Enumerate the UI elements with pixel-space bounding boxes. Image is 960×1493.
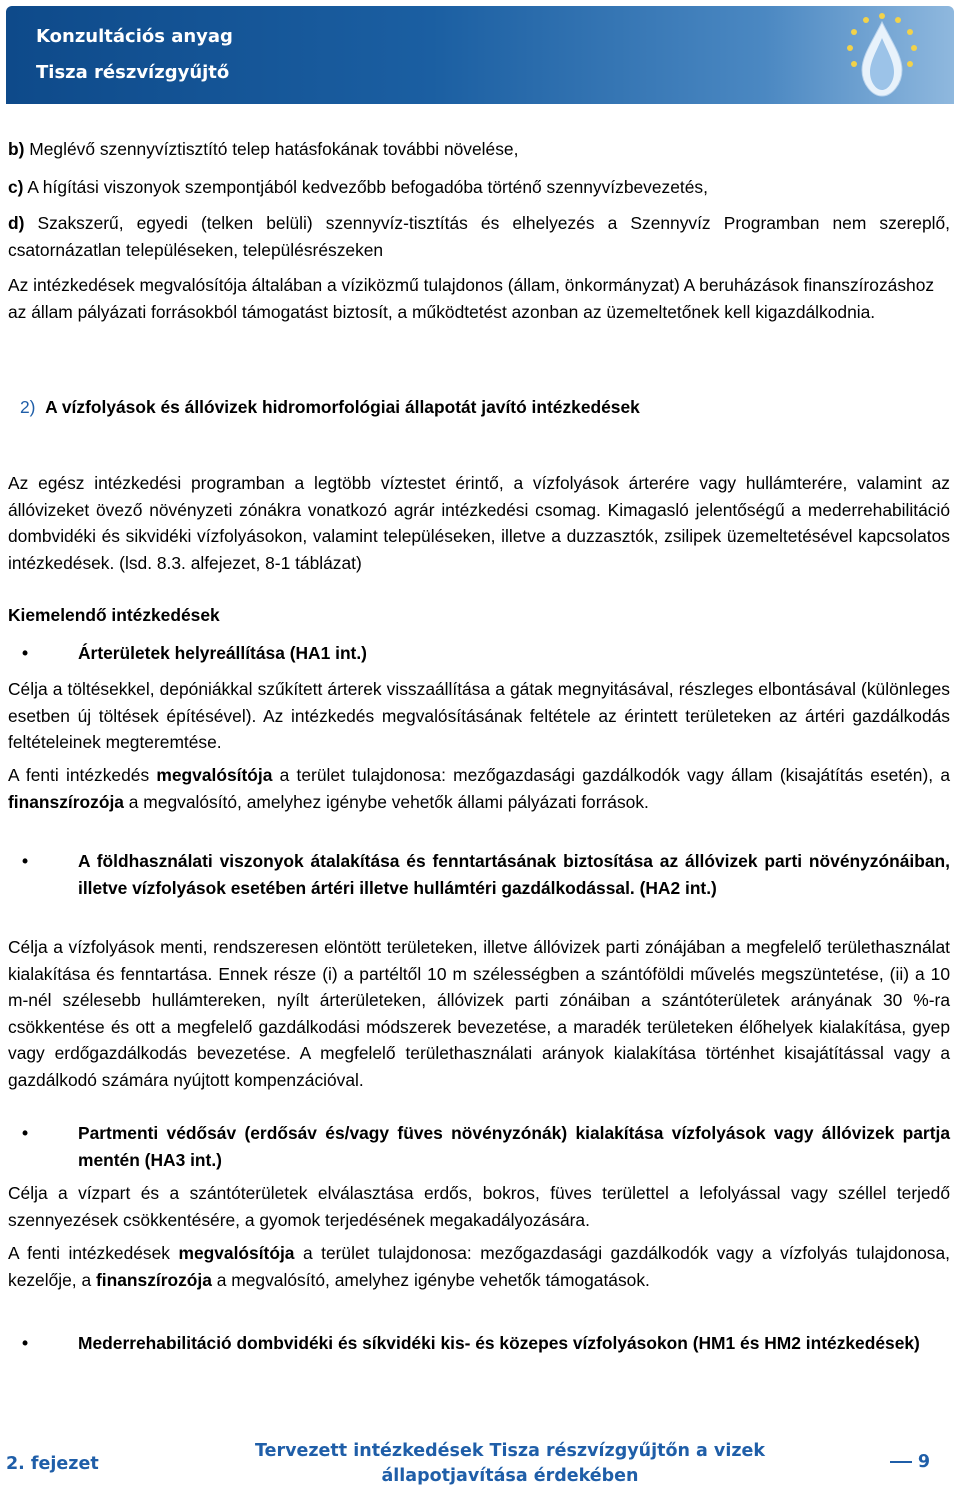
bullet-ha3 <box>8 1120 950 1173</box>
item-b-text: Meglévő szennyvíztisztító telep hatásfokának további növelése, <box>24 139 519 159</box>
footer-page-number: 9 <box>890 1452 930 1472</box>
bullet-icon: • <box>22 1123 29 1143</box>
bullet-icon: • <box>22 1333 29 1353</box>
bullet-icon: • <box>22 851 29 871</box>
bullet-icon: • <box>22 643 29 663</box>
page-footer <box>6 1430 954 1490</box>
footer-title <box>230 1439 790 1489</box>
item-b <box>8 136 950 163</box>
item-d <box>8 210 950 263</box>
footer-chapter: 2. fejezet <box>6 1454 99 1474</box>
item-c <box>8 174 950 201</box>
ha1-goal-paragraph: Célja a töltésekkel, depóniákkal szűkített árterek visszaállítása a gátak megnyitásával, részleges elbontásával (különleges esetben új töltések építésével). Az intézkedés megvalósításának feltétele az érintett területeken az ártéri gazdálkodás feltételeinek megteremtése. <box>8 679 950 752</box>
bullet-ha1-text: Árterületek helyreállítása (HA1 int.) <box>78 643 367 663</box>
ha3-implementer-paragraph: A fenti intézkedések megvalósítója a terület tulajdonosa: mezőgazdasági gazdálkodók vagy a vízfolyás tulajdonosa, kezelője, a finanszírozója a megvalósító, amelyhez igénybe vehetők támogatások. <box>8 1243 951 1290</box>
header-subtitle: Tisza részvízgyűjtő <box>36 62 230 83</box>
section-2-number: 2) <box>20 397 36 417</box>
header-title: Konzultációs anyag <box>36 26 233 47</box>
program-paragraph: Az egész intézkedési programban a legtöbb víztestet érintő, a vízfolyások árterére vagy hullámterére, valamint az állóvizeket övező növényzeti zónákra vonatkozó agrár intézkedési csomag. Kimagasló jelentőségű a mederrehabilitáció dombvidéki és sikvidéki vízfolyásokon, valamint településeken, illetve a duzzasztók, zsilipek üzemeltetésével kapcsolatos intézkedések. (lsd. 8.3. alfejezet, 8-1 táblázat) <box>8 473 950 573</box>
section-2-heading <box>20 394 960 421</box>
item-c-text: A hígítási viszonyok szempontjából kedvezőbb befogadóba történő szennyvízbevezetés, <box>23 177 708 197</box>
highlighted-measures-heading: Kiemelendő intézkedések <box>8 605 220 625</box>
ha3-goal-paragraph: Célja a vízpart és a szántóterületek elválasztása erdős, bokros, füves területtel a lefolyással vagy széllel terjedő szennyezések csökkentésére, a gyomok terjedésének megakadályozására. <box>8 1183 950 1230</box>
bullet-hm <box>8 1330 950 1357</box>
bullet-hm-text: Mederrehabilitáció dombvidéki és síkvidéki kis- és közepes vízfolyásokon (HM1 és HM2 intézkedések) <box>78 1333 920 1353</box>
item-d-label: d) <box>8 213 25 233</box>
intro-paragraph: Az intézkedések megvalósítója általában a víziközmű tulajdonos (állam, önkormányzat) A beruházások finanszírozáshoz az állam pályázati forrásokból támogatást biztosít, a működtetést azonban az üzemeltetőnek kell kigazdálkodnia. <box>8 275 935 322</box>
footer-title-line1: Tervezett intézkedések Tisza részvízgyűjtőn a vizek <box>254 1441 766 1461</box>
water-drop-eu-logo <box>832 8 932 104</box>
item-d-text: Szakszerű, egyedi (telken belüli) szennyvíz-tisztítás és elhelyezés a Szennyvíz Programban nem szereplő, csatornázatlan településeken, településrészeken <box>8 213 950 260</box>
ha2-goal-paragraph: Célja a vízfolyások menti, rendszeresen elöntött területeken, illetve állóvizek parti zónájában a megfelelő területhasználat kialakítása és fenntartása. Ennek része (i) a partéltől 10 m szélességben a szántóföldi művelés megszüntetése, (ii) a 10 m-nél szélesebb hullámtereken, nyílt árterületeken, állóvizek parti zónáiban a szántóterületek arányának 30 %-ra csökkentése és ott a megfelelő gazdálkodási módszerek bevezetése, a maradék területeken élőhelyek kialakítása, gyep vagy erdőgazdálkodás bevezetése. A megfelelő területhasználati arányok kialakítása történhet kisajátítással vagy a gazdálkodó számára nyújtott kompenzációval. <box>8 937 950 1090</box>
bullet-ha3-text: Partmenti védősáv (erdősáv és/vagy füves növényzónák) kialakítása vízfolyások vagy állóvizek partja mentén (HA3 int.) <box>78 1123 950 1170</box>
item-c-label: c) <box>8 177 24 197</box>
section-2-title: A vízfolyások és állóvizek hidromorfológiai állapotát javító intézkedések <box>45 397 640 417</box>
bullet-ha2 <box>8 848 950 901</box>
ha1-implementer-paragraph: A fenti intézkedés megvalósítója a terület tulajdonosa: mezőgazdasági gazdálkodók vagy állam (kisajátítás esetén), a finanszírozója a megvalósító, amelyhez igénybe vehetők állami pályázati források. <box>8 765 950 812</box>
header-banner <box>6 6 954 104</box>
bullet-ha2-text: A földhasználati viszonyok átalakítása és fenntartásának biztosítása az állóvizek parti növényzónáiban, illetve vízfolyások esetében ártéri illetve hullámtéri gazdálkodással. (HA2 int.) <box>78 851 950 898</box>
bullet-ha1 <box>8 640 950 667</box>
item-b-label: b) <box>8 139 25 159</box>
footer-title-line2: állapotjavítása érdekében <box>381 1466 639 1486</box>
